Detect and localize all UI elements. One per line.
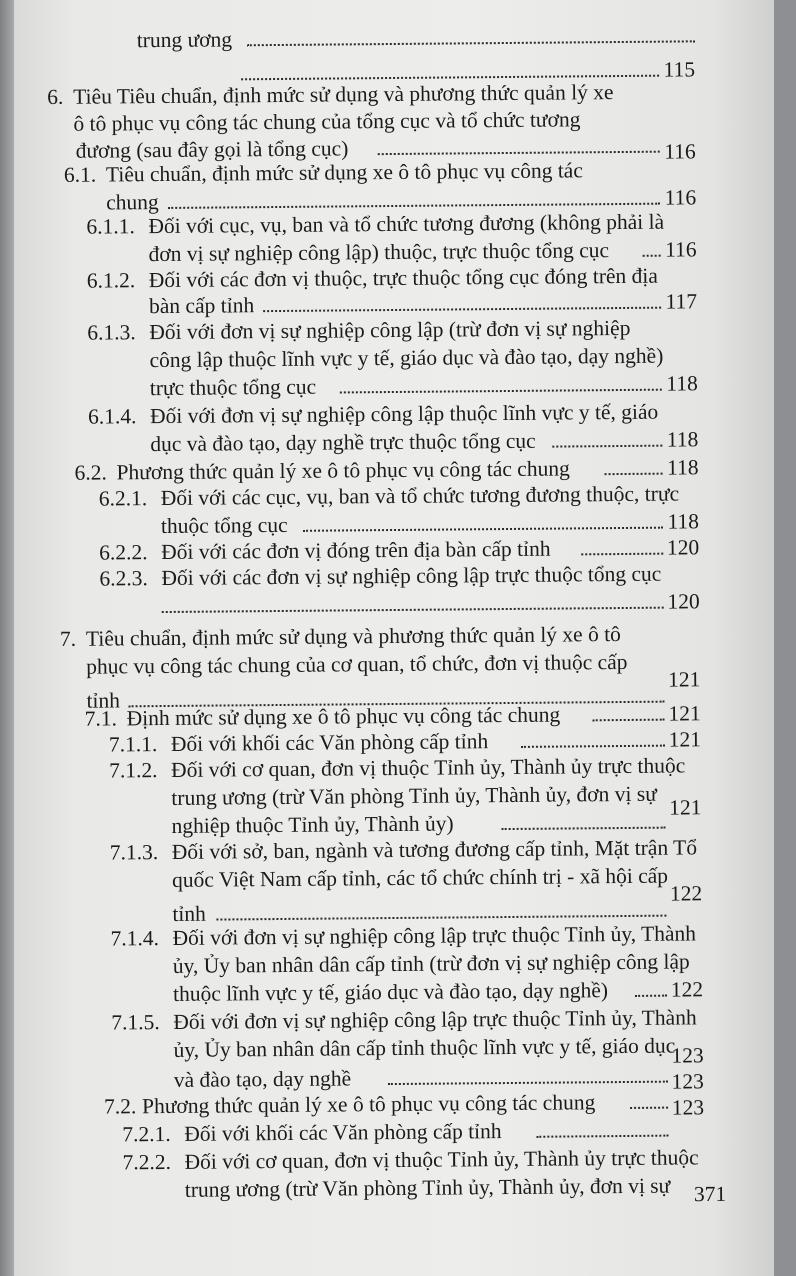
toc-number: 7.1.4. bbox=[110, 926, 160, 951]
toc-page: 118 bbox=[667, 509, 700, 534]
toc-page: 120 bbox=[667, 589, 700, 614]
toc-leader bbox=[502, 827, 666, 830]
table-of-contents bbox=[14, 0, 774, 1276]
toc-text: ủy, Ủy ban nhân dân cấp tỉnh (trừ đơn vị sự nghiệp công lập bbox=[172, 949, 690, 978]
toc-page: 115 bbox=[663, 57, 696, 82]
toc-page: 123 bbox=[671, 1069, 704, 1094]
toc-text: thuộc tổng cục bbox=[160, 512, 288, 539]
toc-text: Đối với đơn vị sự nghiệp công lập trực thuộc Tỉnh ủy, Thành bbox=[173, 1005, 697, 1034]
toc-number: 6.1.1. bbox=[86, 214, 135, 239]
toc-page: 121 bbox=[668, 701, 701, 726]
toc-number: 6.1. bbox=[63, 162, 97, 187]
toc-text: Đối với các đơn vị sự nghiệp công lập trực thuộc tổng cục bbox=[161, 561, 662, 591]
toc-number: 7.2.2. bbox=[122, 1149, 172, 1175]
binding-shadow bbox=[0, 0, 14, 1276]
toc-number: 7.1.1. bbox=[108, 732, 158, 757]
toc-line bbox=[14, 21, 769, 56]
toc-page: 121 bbox=[668, 667, 701, 692]
toc-leader bbox=[340, 389, 662, 394]
toc-number: 7. bbox=[59, 626, 77, 651]
toc-text: Tiêu Tiêu chuẩn, định mức sử dụng và phương thức quản lý xe bbox=[73, 80, 614, 109]
toc-text: tỉnh bbox=[172, 901, 206, 926]
toc-text: công lập thuộc lĩnh vực y tế, giáo dục và đào tạo, dạy nghề) bbox=[149, 343, 664, 373]
toc-page: 123 bbox=[671, 1043, 704, 1068]
toc-text: dục và đào tạo, dạy nghề trực thuộc tổng cục bbox=[150, 428, 536, 457]
toc-page: 116 bbox=[664, 185, 697, 210]
toc-page: 122 bbox=[669, 881, 703, 906]
toc-leader bbox=[247, 40, 695, 46]
toc-text: Đối với các đơn vị đóng trên địa bàn cấp tỉnh bbox=[161, 536, 551, 565]
toc-page: 116 bbox=[664, 139, 696, 164]
toc-number: 6.2.1. bbox=[98, 486, 148, 511]
toc-text: Đối với các cục, vụ, ban và tổ chức tương đương thuộc, trực bbox=[160, 481, 680, 511]
toc-text: nghiệp thuộc Tỉnh ủy, Thành ủy) bbox=[171, 811, 454, 838]
toc-text: quốc Việt Nam cấp tỉnh, các tổ chức chính trị - xã hội cấp bbox=[171, 863, 669, 892]
toc-leader bbox=[521, 745, 665, 748]
toc-line bbox=[14, 587, 774, 622]
toc-number: 6.2. bbox=[74, 460, 107, 485]
toc-text: Tiêu chuẩn, định mức sử dụng xe ô tô phục vụ công tác bbox=[105, 158, 583, 187]
toc-text: trung ương (trừ Văn phòng Tỉnh ủy, Thành ủy, đơn vị sự bbox=[171, 781, 657, 810]
toc-leader bbox=[162, 607, 664, 613]
page-number: 371 bbox=[693, 1181, 727, 1207]
toc-text: chung bbox=[106, 190, 159, 215]
toc-text: phục vụ công tác chung của cơ quan, tổ chức, đơn vị thuộc cấp bbox=[86, 649, 628, 679]
toc-number: 7.1.2. bbox=[109, 758, 158, 783]
toc-number: 7.1.3. bbox=[109, 840, 159, 865]
toc-text: thuộc lĩnh vực y tế, giáo dục và đào tạo, dạy nghề) bbox=[172, 978, 609, 1006]
toc-page: 121 bbox=[669, 795, 702, 820]
toc-page: 118 bbox=[666, 371, 698, 396]
toc-number: 6.1.4. bbox=[87, 404, 137, 429]
toc-text: trung ương bbox=[136, 27, 233, 53]
toc-line bbox=[19, 1171, 774, 1206]
toc-text: Đối với đơn vị sự nghiệp công lập thuộc lĩnh vực y tế, giáo bbox=[149, 399, 659, 429]
toc-text: Phương thức quản lý xe ô tô phục vụ công tác chung bbox=[141, 1090, 596, 1119]
toc-text: bàn cấp tỉnh bbox=[148, 293, 255, 319]
toc-page: 121 bbox=[668, 727, 701, 752]
toc-text: đơn vị sự nghiệp công lập) thuộc, trực thuộc tổng cục bbox=[148, 238, 610, 267]
toc-text: ô tô phục vụ công tác chung của tổng cục và tổ chức tương bbox=[73, 107, 581, 136]
book-page bbox=[14, 0, 774, 1276]
toc-leader bbox=[303, 527, 663, 532]
toc-text: Đối với cục, vụ, ban và tổ chức tương đương (không phải là bbox=[148, 209, 665, 239]
toc-text: Đối với đơn vị sự nghiệp công lập (trừ đơn vị sự nghiệp bbox=[149, 315, 631, 345]
toc-number: 6. bbox=[47, 84, 64, 110]
toc-leader bbox=[581, 553, 663, 556]
toc-page: 120 bbox=[666, 535, 700, 560]
toc-page: 117 bbox=[665, 289, 698, 314]
toc-page: 118 bbox=[666, 427, 699, 452]
toc-leader bbox=[593, 719, 665, 722]
toc-number: 6.1.2. bbox=[86, 268, 136, 293]
toc-text: Đối với khối các Văn phòng cấp tỉnh bbox=[170, 729, 489, 756]
toc-text: Đối với đơn vị sự nghiệp công lập trực thuộc Tỉnh ủy, Thành bbox=[172, 921, 697, 950]
toc-text: Đối với các đơn vị thuộc, trực thuộc tổng cục đóng trên địa bbox=[148, 263, 658, 293]
toc-leader bbox=[263, 307, 661, 312]
toc-page: 118 bbox=[666, 455, 699, 480]
toc-leader bbox=[635, 995, 667, 997]
toc-text: Đối với cơ quan, đơn vị thuộc Tỉnh ủy, Thành ủy trực thuộc bbox=[184, 1145, 699, 1174]
toc-text: đương (sau đây gọi là tổng cục) bbox=[75, 136, 349, 163]
toc-page: 122 bbox=[670, 977, 704, 1002]
toc-page: 116 bbox=[665, 237, 697, 262]
toc-text: tỉnh bbox=[86, 688, 121, 713]
toc-leader bbox=[552, 445, 662, 448]
toc-text: và đào tạo, dạy nghề bbox=[173, 1066, 352, 1092]
toc-number: 7.2.1. bbox=[122, 1121, 171, 1147]
toc-leader bbox=[605, 473, 663, 476]
toc-text: Định mức sử dụng xe ô tô phục vụ công tác chung bbox=[126, 702, 561, 731]
toc-text: trung ương (trừ Văn phòng Tỉnh ủy, Thành ủy, đơn vị sự bbox=[184, 1173, 671, 1202]
toc-number: 6.2.3. bbox=[99, 566, 148, 591]
toc-number: 7.2. bbox=[103, 1094, 137, 1119]
toc-text: Tiêu chuẩn, định mức sử dụng và phương thức quản lý xe ô tô bbox=[85, 622, 621, 651]
toc-text: Đối với cơ quan, đơn vị thuộc Tỉnh ủy, Thành ủy trực thuộc bbox=[171, 753, 686, 782]
toc-page: 123 bbox=[671, 1095, 705, 1120]
toc-text: ủy, Ủy ban nhân dân cấp tỉnh thuộc lĩnh vực y tế, giáo dục bbox=[173, 1033, 676, 1062]
toc-text: trực thuộc tổng cục bbox=[149, 374, 317, 401]
toc-leader bbox=[643, 255, 661, 257]
toc-text: Đối với khối các Văn phòng cấp tỉnh bbox=[184, 1119, 502, 1146]
toc-number: 6.2.2. bbox=[99, 540, 148, 565]
toc-leader bbox=[536, 1135, 668, 1138]
toc-text: Phương thức quản lý xe ô tô phục vụ công tác chung bbox=[116, 456, 570, 485]
toc-number: 6.1.3. bbox=[87, 320, 136, 345]
toc-number: 7.1.5. bbox=[111, 1010, 160, 1035]
toc-text: Đối với sở, ban, ngành và tương đương cấp tỉnh, Mặt trận Tổ bbox=[171, 835, 698, 864]
toc-number: 7.1. bbox=[84, 706, 118, 731]
